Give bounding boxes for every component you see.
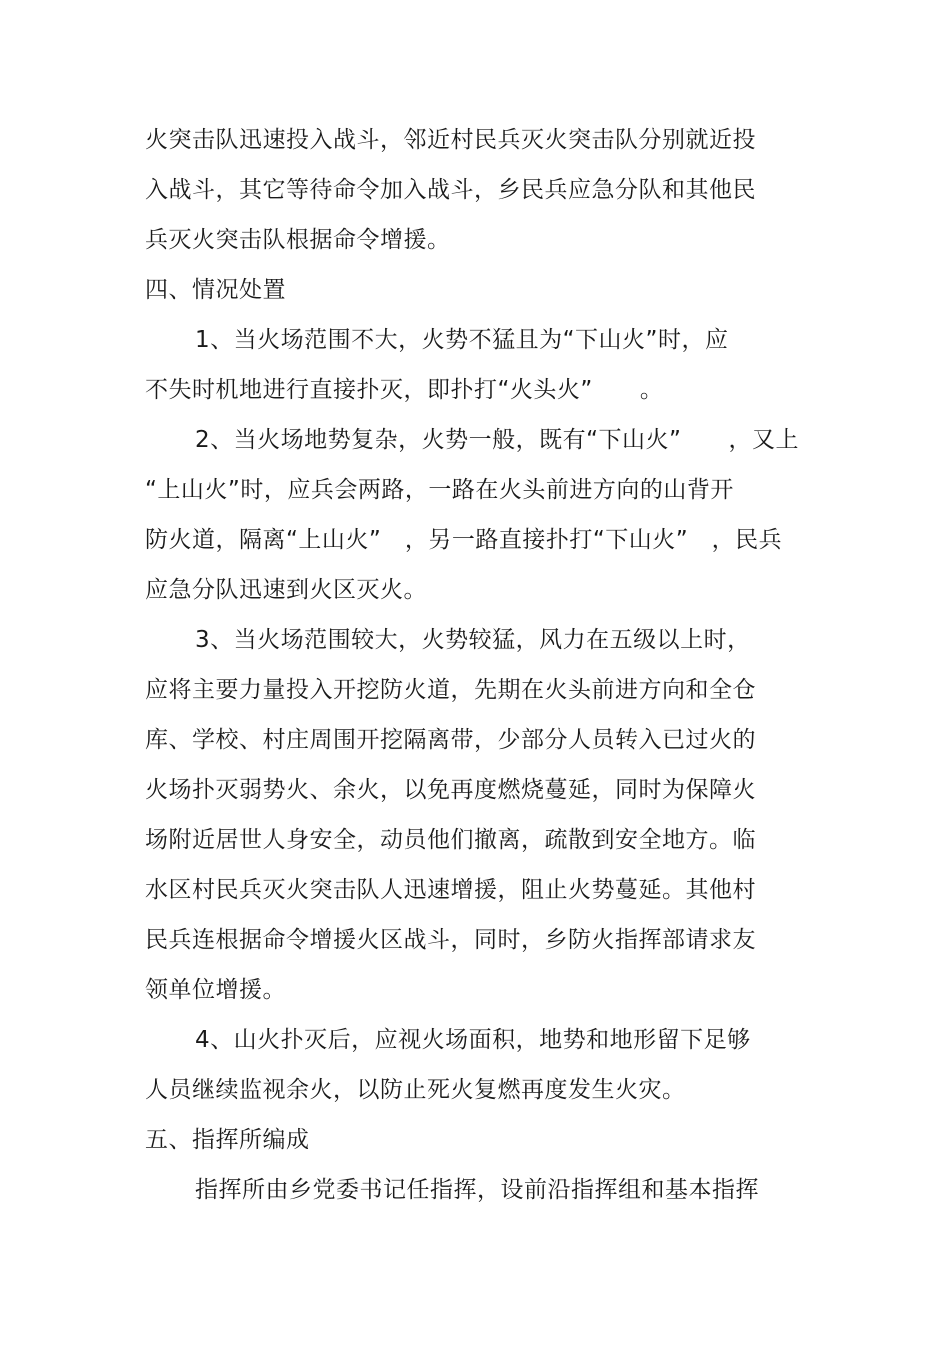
text-line: 4、山火扑灭后，应视火场面积，地势和地形留下足够: [195, 1027, 751, 1053]
text-line: 火突击队迅速投入战斗，邻近村民兵灭火突击队分别就近投: [145, 127, 756, 153]
text-line: 场附近居世人身安全，动员他们撤离，疏散到安全地方。临: [145, 827, 756, 853]
text-line: 防火道，隔离“上山火” ，另一路直接扑打“下山火” ，民兵: [145, 527, 783, 553]
section-heading: 四、情况处置: [145, 277, 286, 303]
text-line: 民兵连根据命令增援火区战斗，同时，乡防火指挥部请求友: [145, 927, 756, 953]
text-line: 入战斗，其它等待命令加入战斗，乡民兵应急分队和其他民: [145, 177, 756, 203]
text-line: 应急分队迅速到火区灭火。: [145, 577, 427, 603]
text-line: 库、学校、村庄周围开挖隔离带，少部分人员转入已过火的: [145, 727, 756, 753]
text-line: 应将主要力量投入开挖防火道，先期在火头前进方向和全仓: [145, 677, 756, 703]
text-line: 领单位增援。: [145, 977, 286, 1003]
text-line: 1、当火场范围不大，火势不猛且为“下山火”时，应: [195, 327, 729, 353]
text-line: “上山火”时，应兵会两路，一路在火头前进方向的山背开: [145, 477, 734, 503]
text-line: 水区村民兵灭火突击队人迅速增援，阻止火势蔓延。其他村: [145, 877, 756, 903]
text-line: 2、当火场地势复杂，火势一般，既有“下山火” ，又上: [195, 427, 799, 453]
text-line: 3、当火场范围较大，火势较猛，风力在五级以上时，: [195, 627, 751, 653]
text-line: 指挥所由乡党委书记任指挥，设前沿指挥组和基本指挥: [195, 1177, 759, 1203]
text-line: 兵灭火突击队根据命令增援。: [145, 227, 451, 253]
section-heading: 五、指挥所编成: [145, 1127, 310, 1153]
text-line: 人员继续监视余火，以防止死火复燃再度发生火灾。: [145, 1077, 686, 1103]
text-line: 火场扑灭弱势火、余火，以免再度燃烧蔓延，同时为保障火: [145, 777, 756, 803]
text-line: 不失时机地进行直接扑灭，即扑打“火头火” 。: [145, 377, 664, 403]
